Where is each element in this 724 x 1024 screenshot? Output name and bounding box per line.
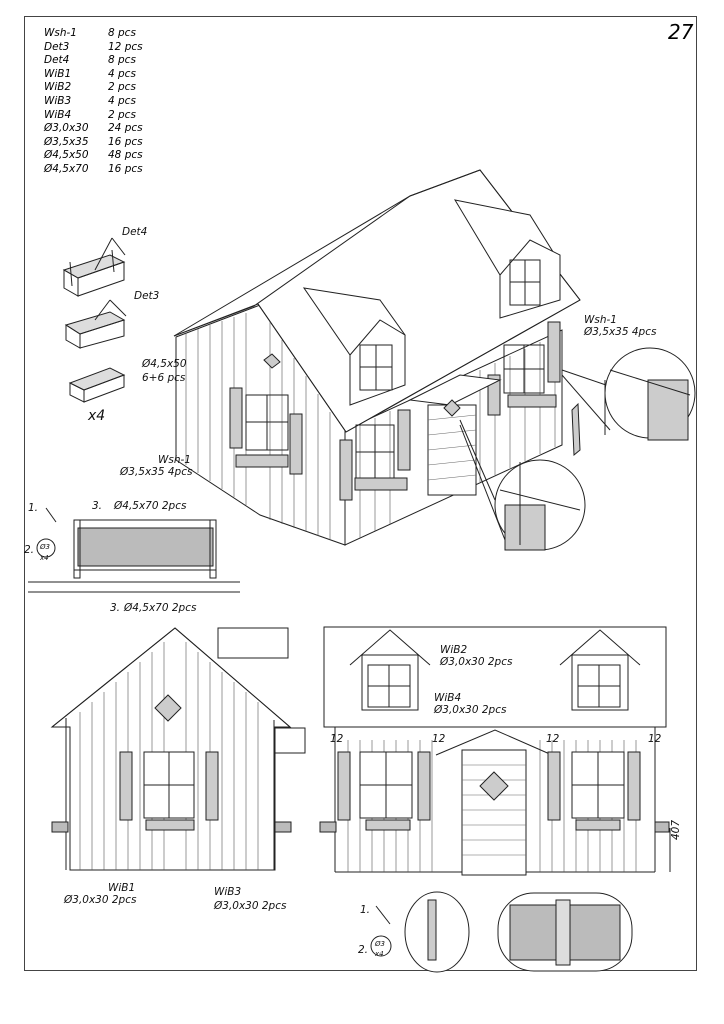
- det3-label: Det3: [134, 290, 160, 302]
- dimension-12-d: 12: [648, 733, 662, 745]
- page-number: 27: [668, 20, 694, 44]
- part-qty: 8 pcs: [108, 27, 136, 39]
- part-qty: 4 pcs: [108, 67, 136, 80]
- screw-box-qty: 6+6 pcs: [142, 372, 186, 384]
- det4-boxes-illustration: [64, 250, 124, 296]
- wib3-screw: Ø3,0x30 2pcs: [214, 900, 287, 912]
- dimension-12-b: 12: [432, 733, 446, 745]
- wib1-screw: Ø3,0x30 2pcs: [64, 894, 137, 906]
- part-name: Det4: [44, 54, 70, 67]
- part-qty: 16 pcs: [108, 162, 143, 175]
- inset-step1: 1.: [28, 502, 39, 514]
- wib1-label: WiB1: [108, 882, 136, 894]
- wsh1-right-screw: Ø3,5x35 4pcs: [584, 326, 657, 338]
- inset-step3-top-screw: Ø4,5x70 2pcs: [114, 500, 187, 512]
- dimension-407: 407: [670, 819, 682, 840]
- part-qty: 48 pcs: [108, 149, 143, 162]
- wsh1-left-label: Wsh-1: [158, 454, 191, 466]
- wib2-screw: Ø3,0x30 2pcs: [440, 656, 513, 668]
- inset-step3-bottom: 3.: [110, 602, 121, 614]
- multiplier-label: x4: [88, 408, 106, 424]
- bottom-drill-mult: x4: [375, 950, 384, 958]
- part-qty: 2 pcs: [108, 81, 136, 94]
- part-name: Ø3,0x30: [44, 122, 89, 135]
- detail-circle-bottom: [495, 460, 585, 550]
- dimension-12-c: 12: [546, 733, 560, 745]
- dimension-12-a: 12: [330, 733, 344, 745]
- wib3-label: WiB3: [214, 886, 242, 898]
- part-name: Det3: [44, 40, 70, 53]
- wsh1-right-label: Wsh-1: [584, 314, 617, 326]
- inset-drill-label: Ø3: [40, 543, 50, 551]
- wib4-screw: Ø3,0x30 2pcs: [434, 704, 507, 716]
- inset-step3-bottom-screw: Ø4,5x70 2pcs: [124, 602, 197, 614]
- inset-drill-mult: x4: [40, 554, 49, 562]
- part-qty: 2 pcs: [108, 108, 136, 121]
- inset-step3-top: 3.: [92, 500, 103, 512]
- wib4-label: WiB4: [434, 692, 462, 704]
- part-qty: 4 pcs: [108, 94, 136, 107]
- part-qty: 16 pcs: [108, 135, 143, 148]
- part-name: WiB1: [44, 67, 72, 80]
- wsh1-left-screw: Ø3,5x35 4pcs: [120, 466, 193, 478]
- part-qty: 24 pcs: [108, 122, 143, 135]
- bottom-step2: 2.: [358, 944, 369, 956]
- det4-label: Det4: [122, 226, 148, 238]
- inset-step2: 2.: [24, 544, 35, 556]
- screw-box-label: Ø4,5x50: [142, 358, 187, 370]
- detail-circle-top: [605, 348, 695, 440]
- det3-boxes-illustration: [66, 312, 124, 348]
- part-name: Wsh-1: [44, 27, 77, 39]
- bottom-step1: 1.: [360, 904, 371, 916]
- part-name: WiB2: [44, 81, 72, 94]
- bottom-detail-circles: [371, 892, 632, 972]
- bottom-drill-label: Ø3: [375, 940, 385, 948]
- finished-box-illustration: [70, 368, 124, 402]
- side-elevation: [52, 628, 305, 870]
- wib2-label: WiB2: [440, 644, 468, 656]
- part-qty: 8 pcs: [108, 54, 136, 67]
- part-name: Ø3,5x35: [44, 135, 89, 148]
- part-name: WiB4: [44, 108, 72, 121]
- part-name: Ø4,5x70: [44, 162, 89, 175]
- part-name: Ø4,5x50: [44, 149, 89, 162]
- inset-illustration: [28, 508, 240, 592]
- part-name: WiB3: [44, 94, 72, 107]
- part-qty: 12 pcs: [108, 40, 143, 53]
